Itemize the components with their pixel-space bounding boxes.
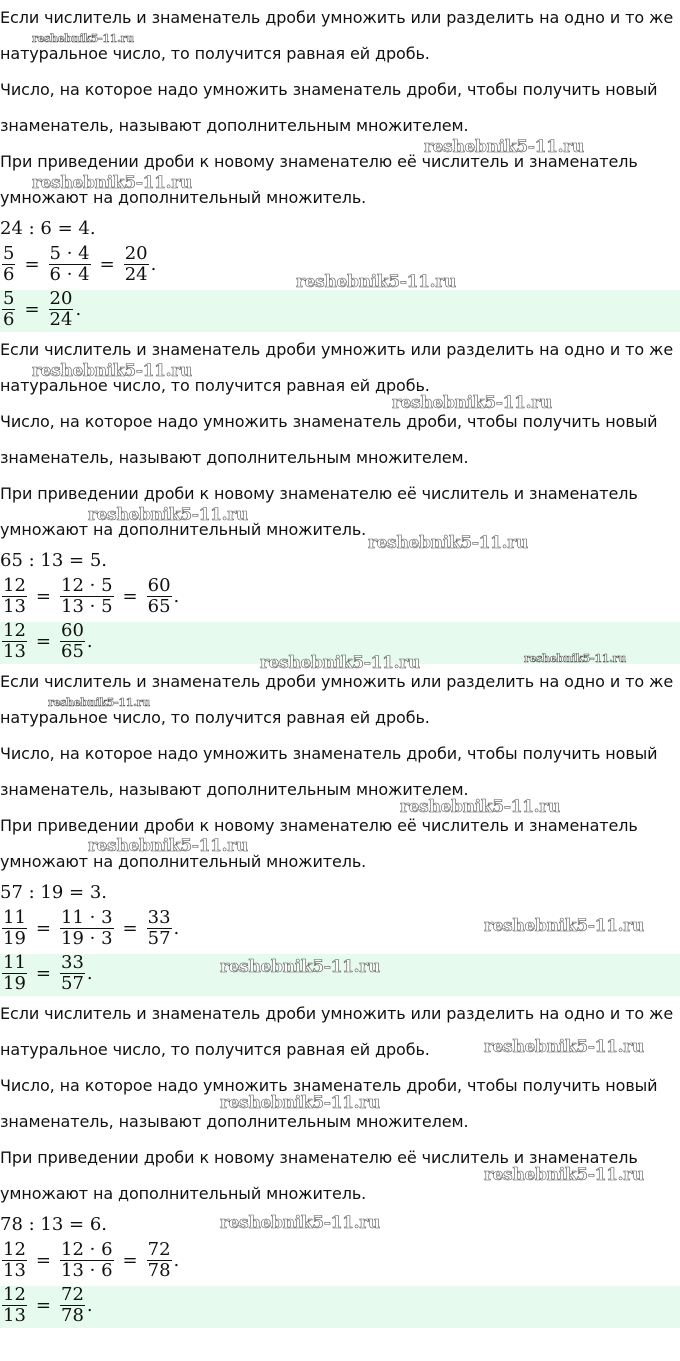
equals-sign: = — [24, 298, 40, 320]
watermark: reshebnik5-11.ru — [32, 361, 192, 381]
answer-equation — [0, 954, 93, 995]
equals-sign: = — [122, 585, 138, 607]
equals-sign: = — [35, 1249, 51, 1271]
rule-line: Число, на которое надо умножить знаменатель дроби, чтобы получить новый — [0, 1076, 658, 1095]
equals-sign: = — [24, 253, 40, 275]
watermark: reshebnik5-11.ru — [32, 32, 134, 45]
watermark: reshebnik5-11.ru — [392, 393, 552, 413]
rule-line: Если числитель и знаменатель дроби умножить или разделить на одно и то же — [0, 672, 674, 691]
rule-line: При приведении дроби к новому знаменателю её числитель и знаменатель — [0, 1148, 638, 1167]
period: . — [86, 962, 93, 984]
fraction: $\frac{20}{24}$ — [49, 290, 73, 330]
rule-line: знаменатель, называют дополнительным множителем. — [0, 780, 469, 799]
rule-line: знаменатель, называют дополнительным множителем. — [0, 116, 469, 135]
period: . — [86, 1294, 93, 1316]
fraction: $\frac{11}{19}$ — [3, 906, 26, 949]
rule-line: натуральное число, то получится равная ей дробь. — [0, 1040, 430, 1059]
period: . — [150, 253, 157, 275]
rule-line: знаменатель, называют дополнительным множителем. — [0, 448, 469, 467]
answer-equation — [0, 290, 81, 331]
watermark: reshebnik5-11.ru — [424, 137, 584, 157]
answer-highlight — [0, 1286, 680, 1328]
fraction: $\frac{72}{78}$ — [61, 1286, 84, 1326]
fraction: $\frac{12}{13}$ — [3, 1286, 26, 1326]
equals-sign: = — [35, 962, 51, 984]
rule-line: Если числитель и знаменатель дроби умножить или разделить на одно и то же — [0, 340, 674, 359]
equals-sign: = — [35, 630, 51, 652]
fraction: $\frac{33}{57}$ — [147, 906, 171, 949]
equals-sign: = — [35, 917, 51, 939]
period: . — [173, 585, 180, 607]
fraction: $\frac{12}{13}$ — [3, 622, 26, 662]
watermark: reshebnik5-11.ru — [484, 1165, 644, 1185]
rule-line: Число, на которое надо умножить знаменатель дроби, чтобы получить новый — [0, 744, 658, 763]
period: . — [173, 917, 180, 939]
fraction-equation — [0, 1238, 179, 1282]
fraction: $\frac{12 \cdot 6}{13 \cdot 6}$ — [61, 1238, 113, 1281]
fraction-equation — [0, 906, 179, 950]
fraction: $\frac{5}{6}$ — [3, 242, 15, 285]
answer-equation — [0, 1286, 93, 1327]
equals-sign: = — [35, 585, 51, 607]
fraction: $\frac{12}{13}$ — [3, 574, 26, 617]
answer-equation — [0, 622, 93, 663]
fraction: $\frac{33}{57}$ — [61, 954, 84, 994]
watermark: reshebnik5-11.ru — [484, 1037, 644, 1057]
fraction: $\frac{60}{65}$ — [147, 574, 171, 617]
rule-line: Число, на которое надо умножить знаменатель дроби, чтобы получить новый — [0, 412, 658, 431]
fraction-equation — [0, 242, 156, 286]
rule-line: умножают на дополнительный множитель. — [0, 1184, 367, 1203]
equals-sign: = — [122, 1249, 138, 1271]
rule-line: знаменатель, называют дополнительным множителем. — [0, 1112, 469, 1131]
watermark: reshebnik5-11.ru — [32, 173, 192, 193]
period: . — [173, 1249, 180, 1271]
fraction: $\frac{5}{6}$ — [3, 290, 15, 330]
watermark: reshebnik5-11.ru — [220, 957, 380, 977]
fraction: $\frac{20}{24}$ — [124, 242, 148, 285]
watermark: reshebnik5-11.ru — [220, 1213, 380, 1233]
watermark: reshebnik5-11.ru — [296, 272, 456, 292]
equals-sign: = — [122, 917, 138, 939]
division-line: 65 : 13 = 5. — [0, 550, 108, 571]
rule-line: При приведении дроби к новому знаменателю её числитель и знаменатель — [0, 484, 638, 503]
watermark: reshebnik5-11.ru — [524, 652, 626, 665]
watermark: reshebnik5-11.ru — [88, 505, 248, 525]
rule-line: При приведении дроби к новому знаменателю её числитель и знаменатель — [0, 152, 638, 171]
division-line: 57 : 19 = 3. — [0, 882, 108, 903]
watermark: reshebnik5-11.ru — [48, 696, 150, 709]
watermark: reshebnik5-11.ru — [220, 1093, 380, 1113]
answer-highlight — [0, 290, 680, 332]
equals-sign: = — [99, 253, 115, 275]
watermark: reshebnik5-11.ru — [260, 653, 420, 673]
rule-line: Число, на которое надо умножить знаменатель дроби, чтобы получить новый — [0, 80, 658, 99]
rule-line: натуральное число, то получится равная ей дробь. — [0, 376, 430, 395]
fraction: $\frac{60}{65}$ — [61, 622, 84, 662]
equals-sign: = — [35, 1294, 51, 1316]
rule-line: Если числитель и знаменатель дроби умножить или разделить на одно и то же — [0, 1004, 674, 1023]
rule-line: умножают на дополнительный множитель. — [0, 852, 367, 871]
rule-line: умножают на дополнительный множитель. — [0, 188, 367, 207]
period: . — [75, 298, 82, 320]
rule-line: умножают на дополнительный множитель. — [0, 520, 367, 539]
fraction-equation — [0, 574, 179, 618]
watermark: reshebnik5-11.ru — [368, 533, 528, 553]
rule-line: При приведении дроби к новому знаменателю её числитель и знаменатель — [0, 816, 638, 835]
fraction: $\frac{11 \cdot 3}{19 \cdot 3}$ — [61, 906, 113, 949]
division-line: 78 : 13 = 6. — [0, 1214, 108, 1235]
watermark: reshebnik5-11.ru — [400, 797, 560, 817]
rule-line: натуральное число, то получится равная ей дробь. — [0, 44, 430, 63]
fraction: $\frac{12 \cdot 5}{13 \cdot 5}$ — [61, 574, 113, 617]
fraction: $\frac{72}{78}$ — [147, 1238, 171, 1281]
fraction: $\frac{11}{19}$ — [3, 954, 26, 994]
watermark: reshebnik5-11.ru — [88, 836, 248, 856]
fraction: $\frac{5 \cdot 4}{6 \cdot 4}$ — [49, 242, 90, 285]
period: . — [86, 630, 93, 652]
fraction: $\frac{12}{13}$ — [3, 1238, 26, 1281]
watermark: reshebnik5-11.ru — [484, 916, 644, 936]
rule-line: Если числитель и знаменатель дроби умножить или разделить на одно и то же — [0, 8, 674, 27]
division-line: 24 : 6 = 4. — [0, 218, 96, 239]
rule-line: натуральное число, то получится равная ей дробь. — [0, 708, 430, 727]
